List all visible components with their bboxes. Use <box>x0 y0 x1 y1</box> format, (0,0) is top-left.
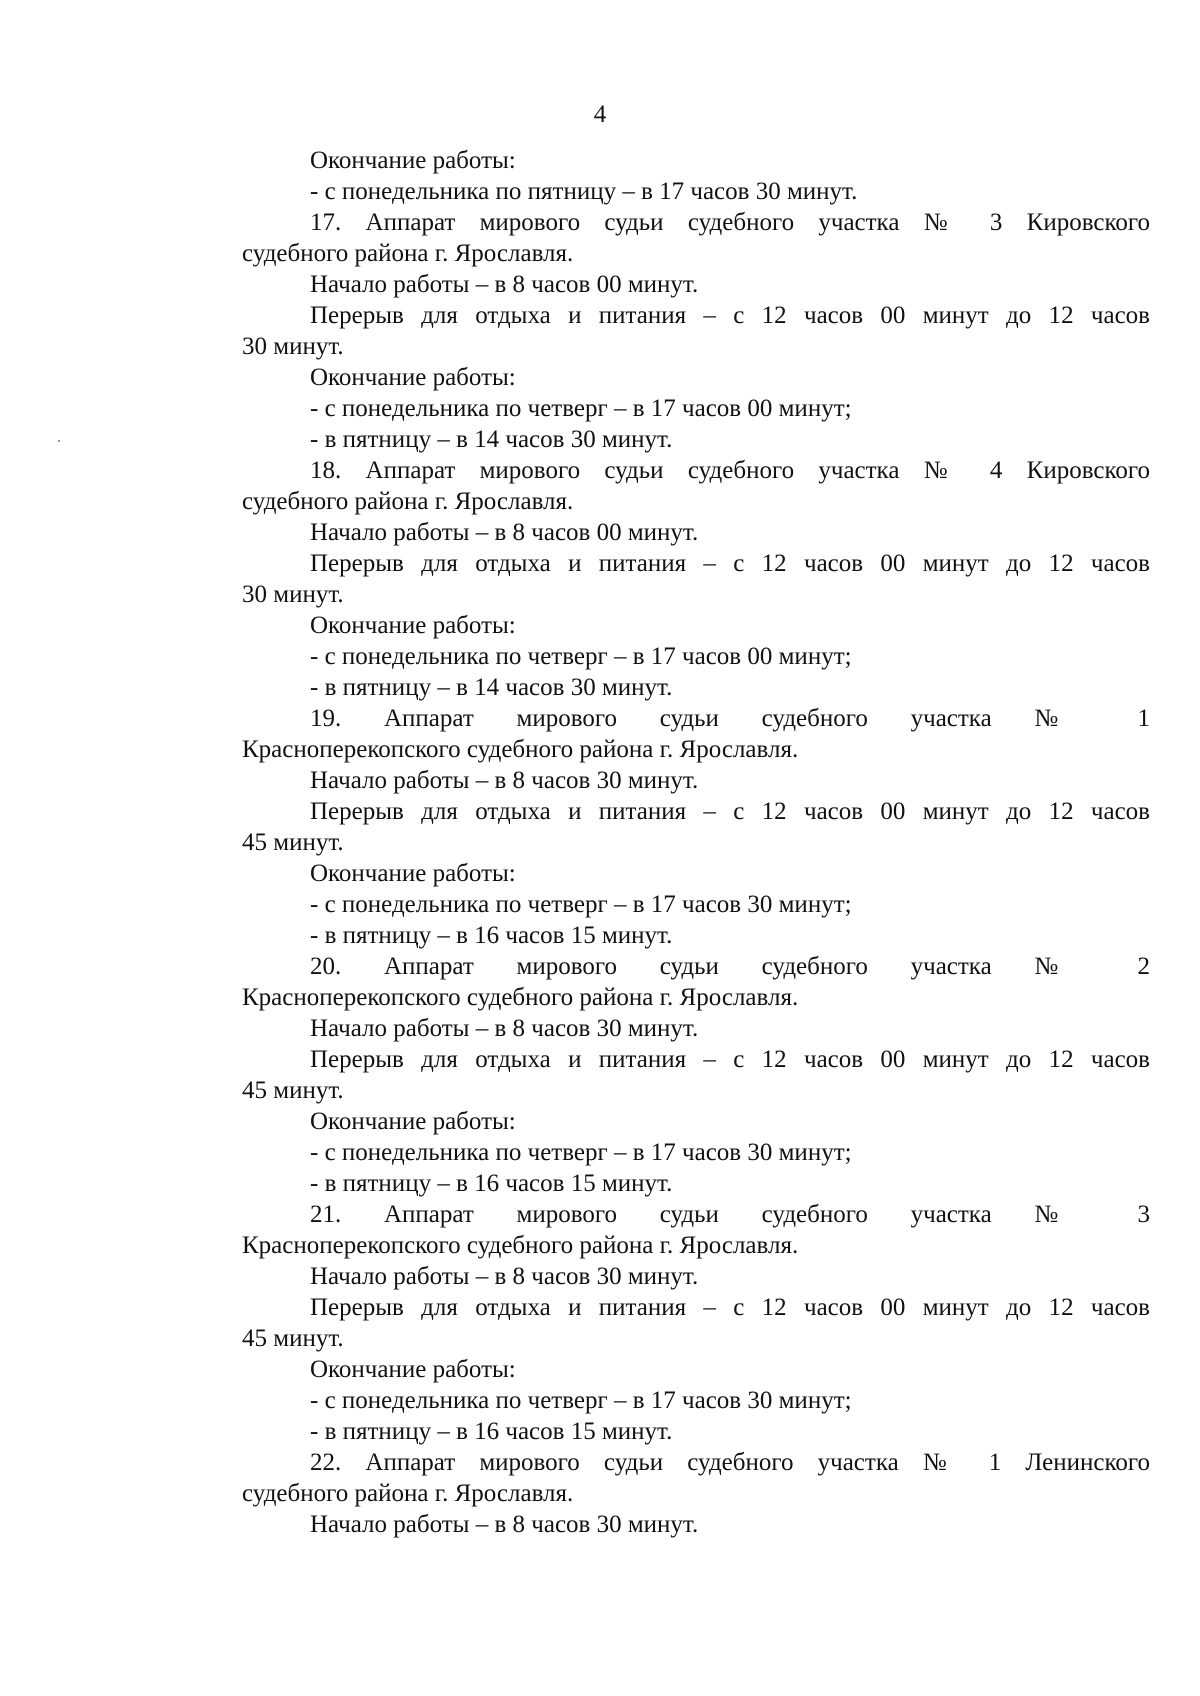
text-line: 22. Аппарат мирового судьи судебного участка № 1 Ленинского <box>310 1449 1150 1476</box>
scan-speck <box>58 440 60 442</box>
text-line: Перерыв для отдыха и питания – с 12 часов 00 минут до 12 часов <box>310 550 1150 577</box>
text-line: судебного района г. Ярославля. <box>242 488 574 515</box>
text-line: Красноперекопского судебного района г. Ярославля. <box>242 1232 799 1259</box>
text-line: 18. Аппарат мирового судьи судебного участка № 4 Кировского <box>310 457 1150 484</box>
text-line: - с понедельника по четверг – в 17 часов 00 минут; <box>310 643 852 670</box>
text-line: судебного района г. Ярославля. <box>242 240 574 267</box>
text-line: 45 минут. <box>242 1077 344 1104</box>
text-line: Окончание работы: <box>310 364 516 391</box>
text-line: судебного района г. Ярославля. <box>242 1480 574 1507</box>
text-line: Начало работы – в 8 часов 30 минут. <box>310 767 699 794</box>
text-line: - с понедельника по четверг – в 17 часов 00 минут; <box>310 395 852 422</box>
text-line: 20. Аппарат мирового судьи судебного участка № 2 <box>310 953 1150 980</box>
text-line: - с понедельника по четверг – в 17 часов 30 минут; <box>310 1387 852 1414</box>
text-line: 21. Аппарат мирового судьи судебного участка № 3 <box>310 1201 1150 1228</box>
text-line: Перерыв для отдыха и питания – с 12 часов 00 минут до 12 часов <box>310 302 1150 329</box>
text-line: - в пятницу – в 16 часов 15 минут. <box>310 922 673 949</box>
page-number: 4 <box>593 101 607 128</box>
text-line: - с понедельника по четверг – в 17 часов 30 минут; <box>310 1139 852 1166</box>
text-line: Начало работы – в 8 часов 30 минут. <box>310 1015 699 1042</box>
text-line: - в пятницу – в 14 часов 30 минут. <box>310 674 673 701</box>
text-line: Окончание работы: <box>310 1356 516 1383</box>
text-line: Начало работы – в 8 часов 00 минут. <box>310 519 699 546</box>
text-line: Начало работы – в 8 часов 30 минут. <box>310 1511 699 1538</box>
text-line: - в пятницу – в 16 часов 15 минут. <box>310 1170 673 1197</box>
text-line: Окончание работы: <box>310 612 516 639</box>
text-line: Красноперекопского судебного района г. Ярославля. <box>242 736 799 763</box>
text-line: Перерыв для отдыха и питания – с 12 часов 00 минут до 12 часов <box>310 1294 1150 1321</box>
text-line: - в пятницу – в 14 часов 30 минут. <box>310 426 673 453</box>
text-line: Перерыв для отдыха и питания – с 12 часов 00 минут до 12 часов <box>310 1046 1150 1073</box>
text-line: Перерыв для отдыха и питания – с 12 часов 00 минут до 12 часов <box>310 798 1150 825</box>
text-line: 30 минут. <box>242 333 344 360</box>
text-line: - в пятницу – в 16 часов 15 минут. <box>310 1418 673 1445</box>
text-line: 19. Аппарат мирового судьи судебного участка № 1 <box>310 705 1150 732</box>
text-line: Начало работы – в 8 часов 00 минут. <box>310 271 699 298</box>
document-body <box>242 145 1150 1540</box>
text-line: Красноперекопского судебного района г. Ярославля. <box>242 984 799 1011</box>
text-line: 45 минут. <box>242 829 344 856</box>
text-line: Окончание работы: <box>310 147 516 174</box>
text-line: 45 минут. <box>242 1325 344 1352</box>
text-line: Начало работы – в 8 часов 30 минут. <box>310 1263 699 1290</box>
text-line: Окончание работы: <box>310 1108 516 1135</box>
text-line: Окончание работы: <box>310 860 516 887</box>
text-line: 30 минут. <box>242 581 344 608</box>
text-line: - с понедельника по четверг – в 17 часов 30 минут; <box>310 891 852 918</box>
text-line: 17. Аппарат мирового судьи судебного участка № 3 Кировского <box>310 209 1150 236</box>
text-line: - с понедельника по пятницу – в 17 часов 30 минут. <box>310 178 858 205</box>
